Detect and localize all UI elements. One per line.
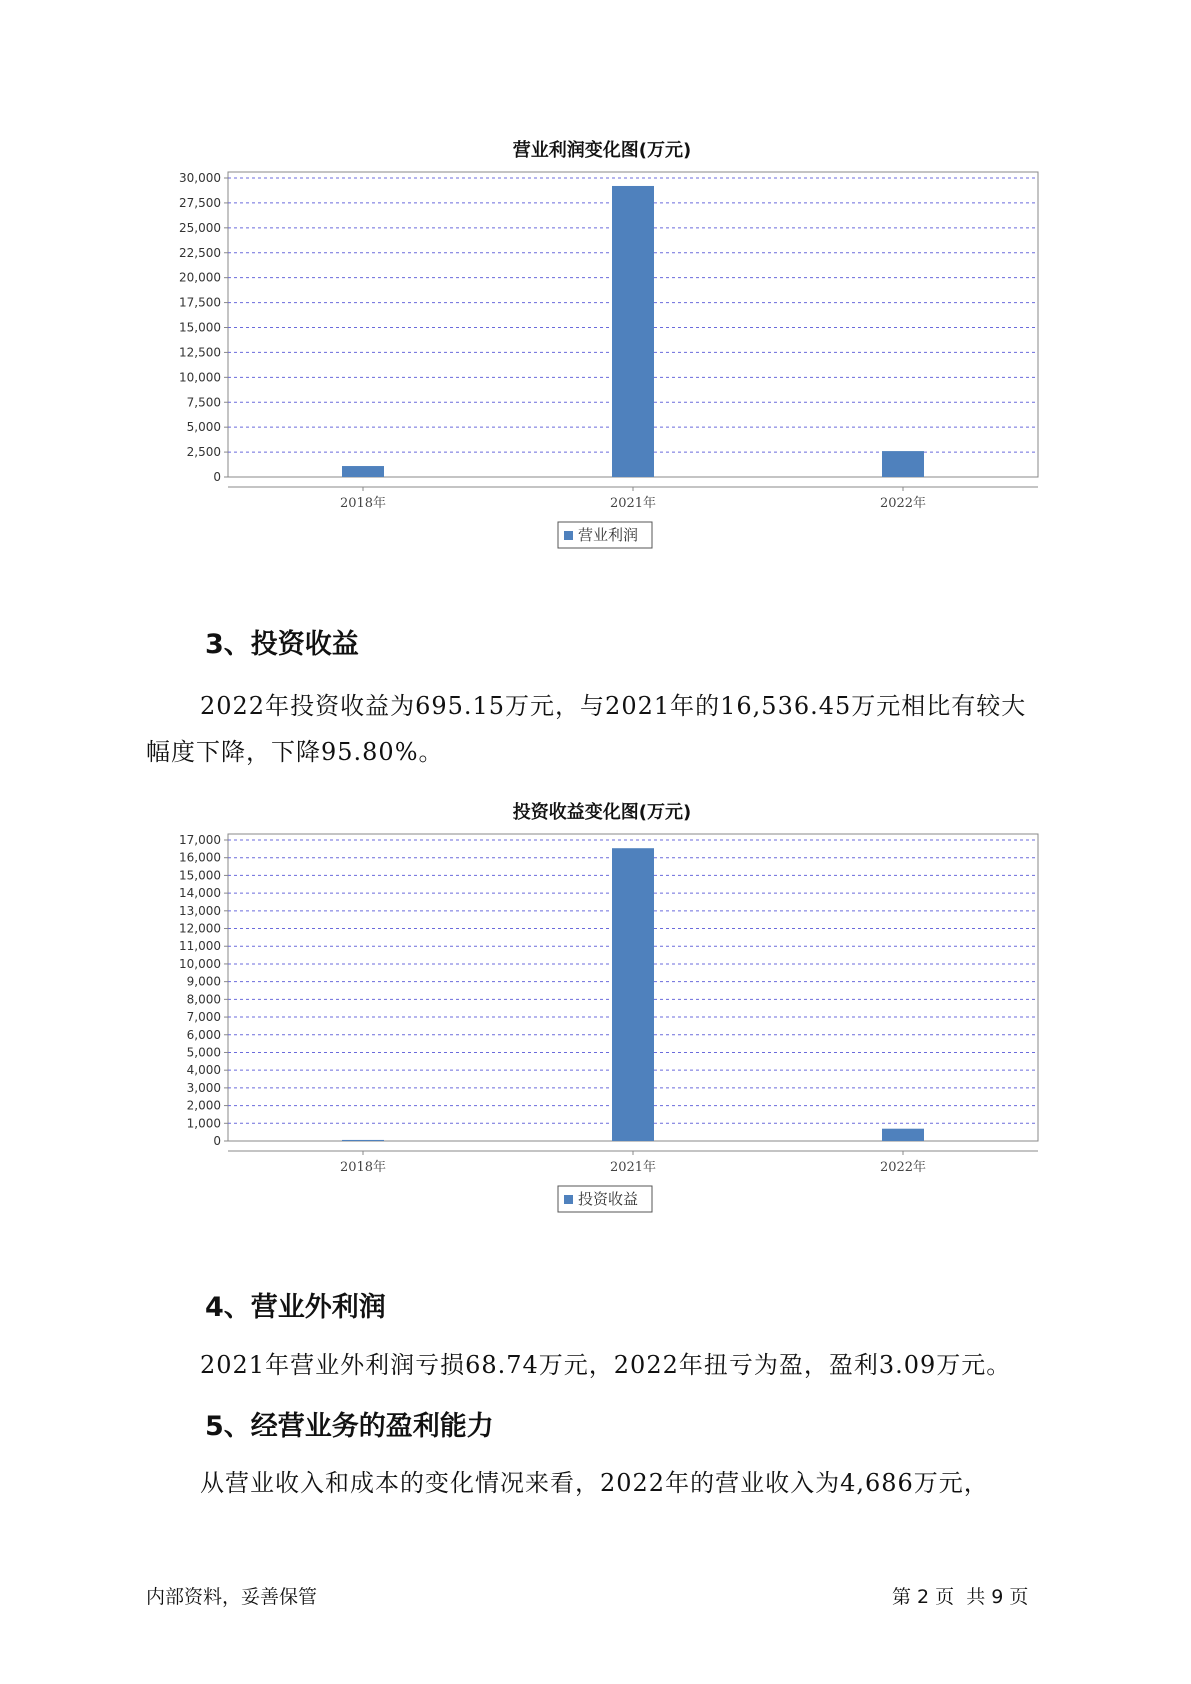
bar-2 [882,1129,924,1141]
y-tick-label: 13,000 [179,903,221,918]
y-tick-label: 8,000 [186,992,221,1007]
y-tick-label: 14,000 [179,886,221,901]
y-tick-label: 5,000 [186,420,221,435]
y-tick-label: 1,000 [186,1116,221,1131]
y-tick-label: 5,000 [186,1045,221,1060]
y-tick-label: 6,000 [186,1027,221,1042]
y-tick-label: 0 [213,470,221,484]
x-tick-label: 2021年 [609,496,657,511]
bar-0 [342,1140,384,1141]
y-tick-label: 27,500 [179,195,221,210]
investment-income-chart-svg [150,792,1050,1262]
x-tick-label: 2022年 [879,496,927,511]
y-tick-label: 3,000 [186,1080,221,1095]
y-tick-label: 17,000 [179,833,221,847]
bar-1 [612,186,654,477]
y-tick-label: 25,000 [179,220,221,235]
y-tick-label: 15,000 [179,868,221,883]
section-4-heading: 4、营业外利润 [205,1292,386,1323]
legend-swatch [564,531,573,540]
x-tick-label: 2018年 [339,496,387,511]
legend-swatch [564,1195,573,1204]
y-tick-label: 10,000 [179,956,221,971]
bar-0 [342,466,384,477]
section-3-line-1: 2022年投资收益为695.15万元，与2021年的16,536.45万元相比有较大 [200,692,1027,720]
x-tick-label: 2018年 [339,1160,387,1175]
section-4-paragraph: 2021年营业外利润亏损68.74万元，2022年扭亏为盈，盈利3.09万元。 [200,1351,1012,1379]
y-tick-label: 10,000 [179,370,221,385]
section-3-paragraph [146,683,1066,775]
y-tick-label: 17,500 [179,295,221,310]
footer-confidential-note: 内部资料，妥善保管 [146,1586,318,1608]
bar-1 [612,848,654,1141]
legend-label: 营业利润 [578,526,639,544]
y-tick-label: 0 [213,1134,221,1148]
y-tick-label: 9,000 [186,974,221,989]
y-tick-label: 4,000 [186,1063,221,1078]
y-tick-label: 12,500 [179,345,221,360]
operating-profit-chart-svg [150,130,1050,590]
section-5-paragraph: 从营业收入和成本的变化情况来看，2022年的营业收入为4,686万元， [200,1469,989,1497]
y-tick-label: 12,000 [179,921,221,936]
y-tick-label: 7,000 [186,1010,221,1025]
y-tick-label: 22,500 [179,245,221,260]
y-tick-label: 15,000 [179,320,221,335]
section-3-line-2: 幅度下降，下降95.80%。 [146,738,444,766]
y-tick-label: 16,000 [179,850,221,865]
y-tick-label: 2,500 [186,445,221,460]
y-tick-label: 7,500 [186,395,221,410]
x-tick-label: 2022年 [879,1160,927,1175]
y-tick-label: 30,000 [179,171,221,185]
legend-label: 投资收益 [578,1190,639,1208]
investment-income-chart [150,792,1050,1262]
bar-2 [882,451,924,477]
section-5-heading: 5、经营业务的盈利能力 [205,1411,494,1442]
x-tick-label: 2021年 [609,1160,657,1175]
footer-page-number: 第 2 页 共 9 页 [892,1586,1029,1608]
operating-profit-chart [150,130,1050,590]
y-tick-label: 20,000 [179,270,221,285]
section-3-heading: 3、投资收益 [205,629,359,660]
chart-title: 营业利润变化图(万元) [512,140,692,161]
y-tick-label: 11,000 [179,939,221,954]
y-tick-label: 2,000 [186,1098,221,1113]
chart-title: 投资收益变化图(万元) [512,802,692,823]
